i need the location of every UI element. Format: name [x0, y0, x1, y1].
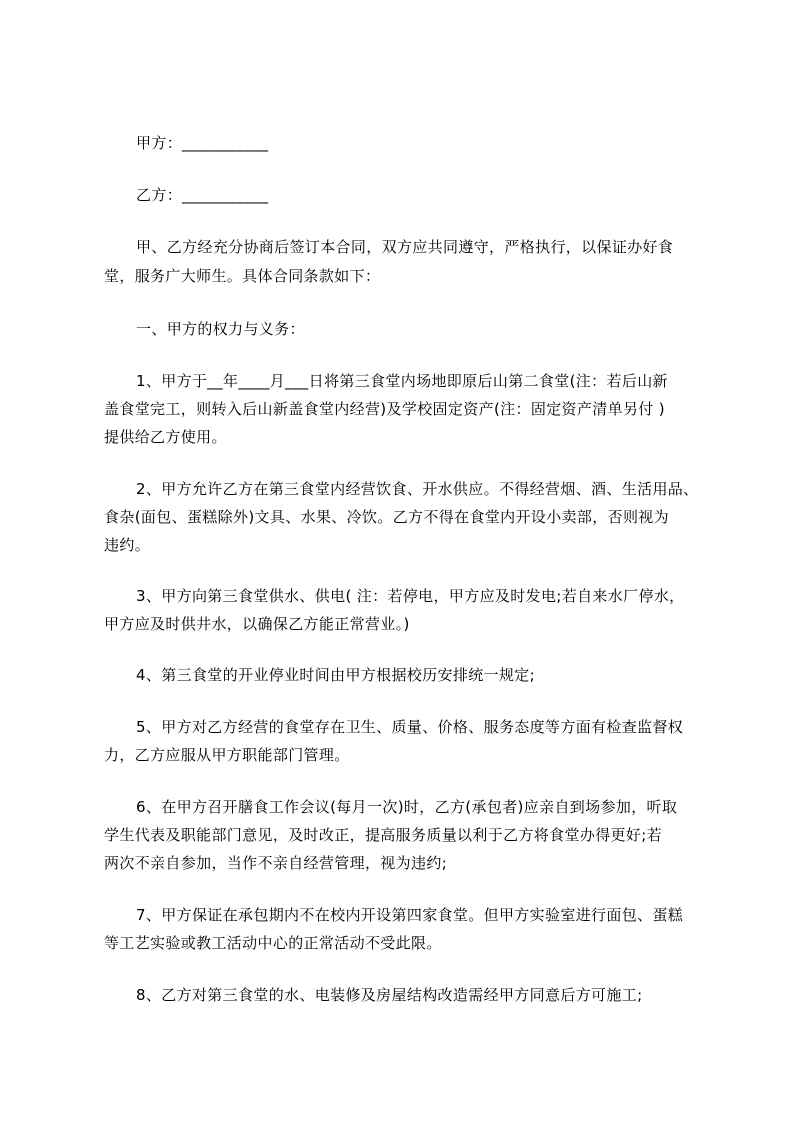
section-heading: 一、甲方的权力与义务：	[136, 320, 305, 338]
clause-line: 7、甲方保证在承包期内不在校内开设第四家食堂。但甲方实验室进行面包、蛋糕	[136, 906, 684, 924]
clause-line: 两次不亲自参加，当作不亲自经营管理，视为违约;	[104, 854, 448, 872]
clause-line: 力，乙方应服从甲方职能部门管理。	[104, 746, 350, 764]
clause-line: 盖食堂完工，则转入后山新盖食堂内经营)及学校固定资产(注：固定资产清单另付 )	[104, 400, 665, 418]
intro-line: 堂，服务广大师生。具体合同条款如下：	[104, 267, 381, 285]
party-a-line: 甲方：___________	[136, 134, 269, 152]
clause-line: 3、甲方向第三食堂供水、供电( 注：若停电，甲方应及时发电;若自来水厂停水，	[136, 587, 685, 605]
clause-line: 1、甲方于__年____月___日将第三食堂内场地即原后山第二食堂(注：若后山新	[136, 372, 668, 390]
clause-line: 学生代表及职能部门意见，及时改正，提高服务质量以利于乙方将食堂办得更好;若	[104, 826, 663, 844]
party-b-line: 乙方：___________	[136, 186, 269, 204]
clause-line: 8、乙方对第三食堂的水、电装修及房屋结构改造需经甲方同意后方可施工;	[136, 986, 643, 1004]
clause-line: 食杂(面包、蛋糕除外)文具、水果、冷饮。乙方不得在食堂内开设小卖部，否则视为	[104, 508, 670, 526]
clause-line: 5、甲方对乙方经营的食堂存在卫生、质量、价格、服务态度等方面有检查监督权	[136, 718, 684, 736]
clause-line: 甲方应及时供井水，以确保乙方能正常营业。)	[104, 615, 410, 633]
intro-line: 甲、乙方经充分协商后签订本合同，双方应共同遵守，严格执行，以保证办好食	[136, 238, 674, 256]
clause-line: 等工艺实验或教工活动中心的正常活动不受此限。	[104, 934, 442, 952]
clause-line: 4、第三食堂的开业停业时间由甲方根据校历安排统一规定;	[136, 666, 536, 684]
clause-line: 2、甲方允许乙方在第三食堂内经营饮食、开水供应。不得经营烟、酒、生活用品、	[136, 480, 699, 498]
clause-line: 提供给乙方使用。	[104, 428, 227, 446]
clause-line: 违约。	[104, 536, 151, 554]
clause-line: 6、在甲方召开膳食工作会议(每月一次)时，乙方(承包者)应亲自到场参加，听取	[136, 798, 678, 816]
